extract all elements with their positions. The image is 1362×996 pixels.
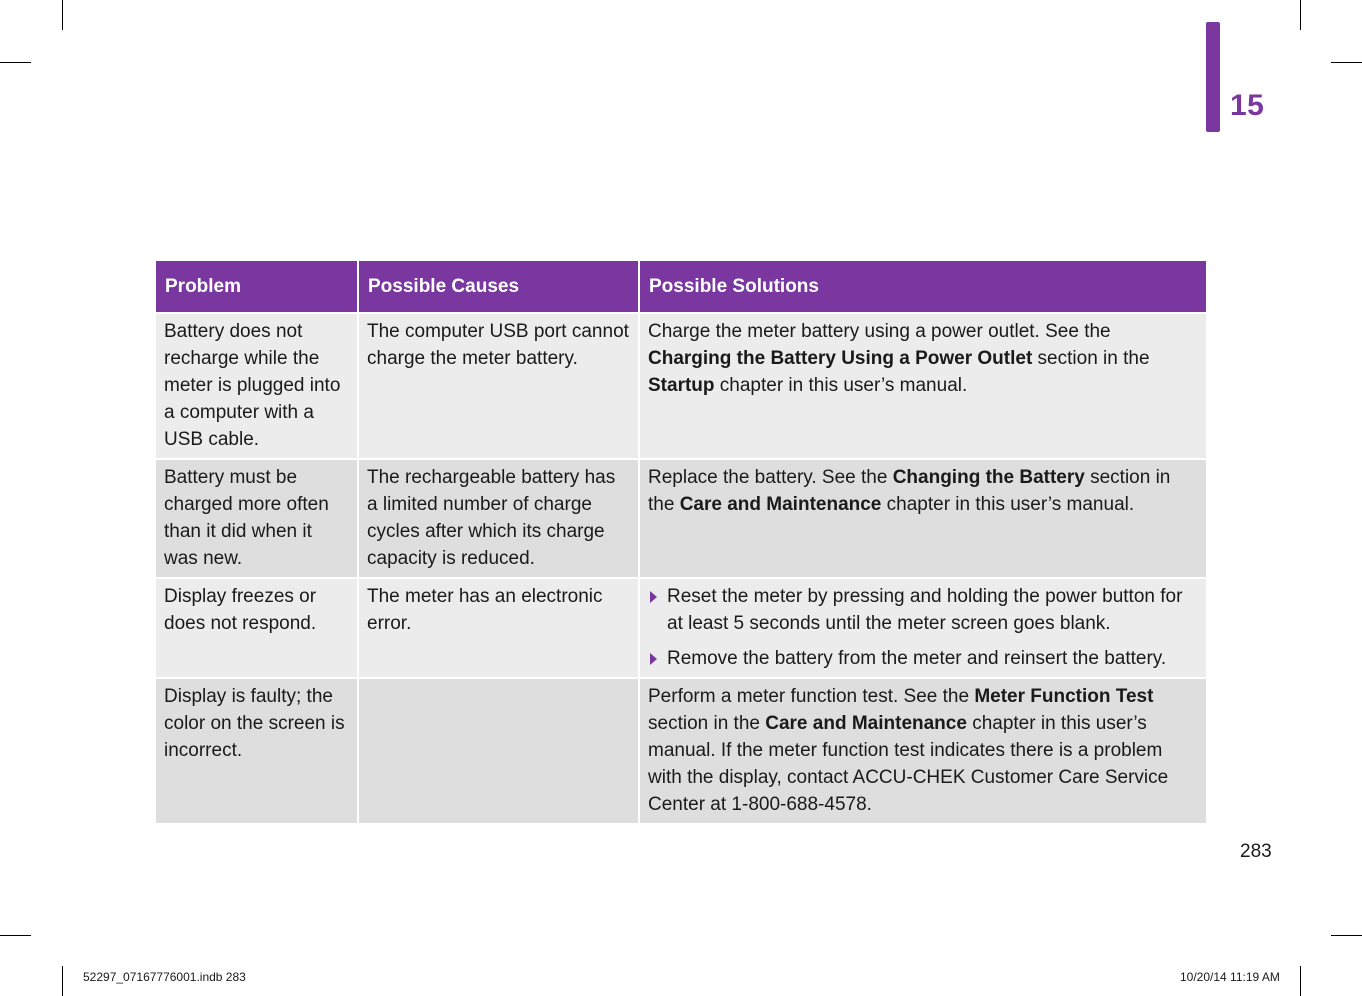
- crop-mark: [0, 935, 31, 936]
- solution-text: section in the: [648, 713, 766, 734]
- crop-mark: [62, 0, 63, 30]
- header-possible-causes: Possible Causes: [358, 261, 639, 313]
- solution-text: Charge the meter battery using a power outlet. See the: [648, 321, 1111, 342]
- troubleshooting-table: [156, 261, 1206, 823]
- problem-cell: Battery must be charged more often than it did when it was new.: [156, 459, 358, 578]
- problem-cell: Display freezes or does not respond.: [156, 578, 358, 678]
- solution-bullet: [648, 583, 1197, 637]
- print-slug-datetime: 10/20/14 11:19 AM: [1180, 970, 1280, 984]
- solution-chapter-ref: Startup: [648, 375, 715, 396]
- crop-mark: [0, 62, 31, 63]
- solution-chapter-ref: Care and Maintenance: [679, 494, 882, 515]
- triangle-bullet-icon: [650, 653, 657, 665]
- solution-text: chapter in this user’s manual.: [881, 494, 1135, 515]
- solution-text: Perform a meter function test. See the: [648, 686, 975, 707]
- header-possible-solutions: Possible Solutions: [639, 261, 1206, 313]
- solution-chapter-ref: Care and Maintenance: [765, 713, 967, 734]
- bullet-text: Remove the battery from the meter and reinsert the battery.: [667, 648, 1167, 669]
- solution-text: section in the: [1032, 348, 1150, 369]
- solution-cell: [639, 578, 1206, 678]
- problem-cell: Battery does not recharge while the meter is plugged into a computer with a USB cable.: [156, 313, 358, 459]
- solution-text: section in the: [648, 467, 1171, 515]
- cause-cell: [358, 678, 639, 823]
- page-number: 283: [1240, 841, 1272, 862]
- problem-cell: Display is faulty; the color on the screen is incorrect.: [156, 678, 358, 823]
- print-slug-file: 52297_07167776001.indb 283: [83, 970, 246, 984]
- triangle-bullet-icon: [650, 591, 657, 603]
- cause-cell: The meter has an electronic error.: [358, 578, 639, 678]
- table-row: [156, 459, 1206, 578]
- solution-cell: [639, 313, 1206, 459]
- solution-section-ref: Charging the Battery Using a Power Outlet: [648, 348, 1033, 369]
- crop-mark: [1300, 966, 1301, 996]
- bullet-text: Reset the meter by pressing and holding the power button for at least 5 seconds until the meter screen goes blank.: [667, 586, 1183, 634]
- cause-cell: The rechargeable battery has a limited number of charge cycles after which its charge capacity is reduced.: [358, 459, 639, 578]
- table-row: [156, 678, 1206, 823]
- chapter-number: 15: [1230, 89, 1265, 122]
- crop-mark: [1331, 935, 1362, 936]
- crop-mark: [62, 966, 63, 996]
- crop-mark: [1331, 62, 1362, 63]
- solution-section-ref: Changing the Battery: [892, 467, 1085, 488]
- crop-mark: [1300, 0, 1301, 30]
- table-row: [156, 313, 1206, 459]
- cause-cell: The computer USB port cannot charge the meter battery.: [358, 313, 639, 459]
- header-problem: Problem: [156, 261, 358, 313]
- table-header-row: [156, 261, 1206, 313]
- solution-text: Replace the battery. See the: [648, 467, 893, 488]
- solution-bullet: [648, 645, 1197, 672]
- chapter-tab-bar: [1206, 22, 1220, 132]
- solution-text: chapter in this user’s manual. If the meter function test indicates there is a problem with the display, contact ACCU-CHEK Customer Care Service Center at 1-800-688-4578.: [648, 713, 1169, 815]
- solution-cell: [639, 459, 1206, 578]
- solution-text: chapter in this user’s manual.: [714, 375, 968, 396]
- table-row: [156, 578, 1206, 678]
- solution-section-ref: Meter Function Test: [974, 686, 1154, 707]
- solution-cell: [639, 678, 1206, 823]
